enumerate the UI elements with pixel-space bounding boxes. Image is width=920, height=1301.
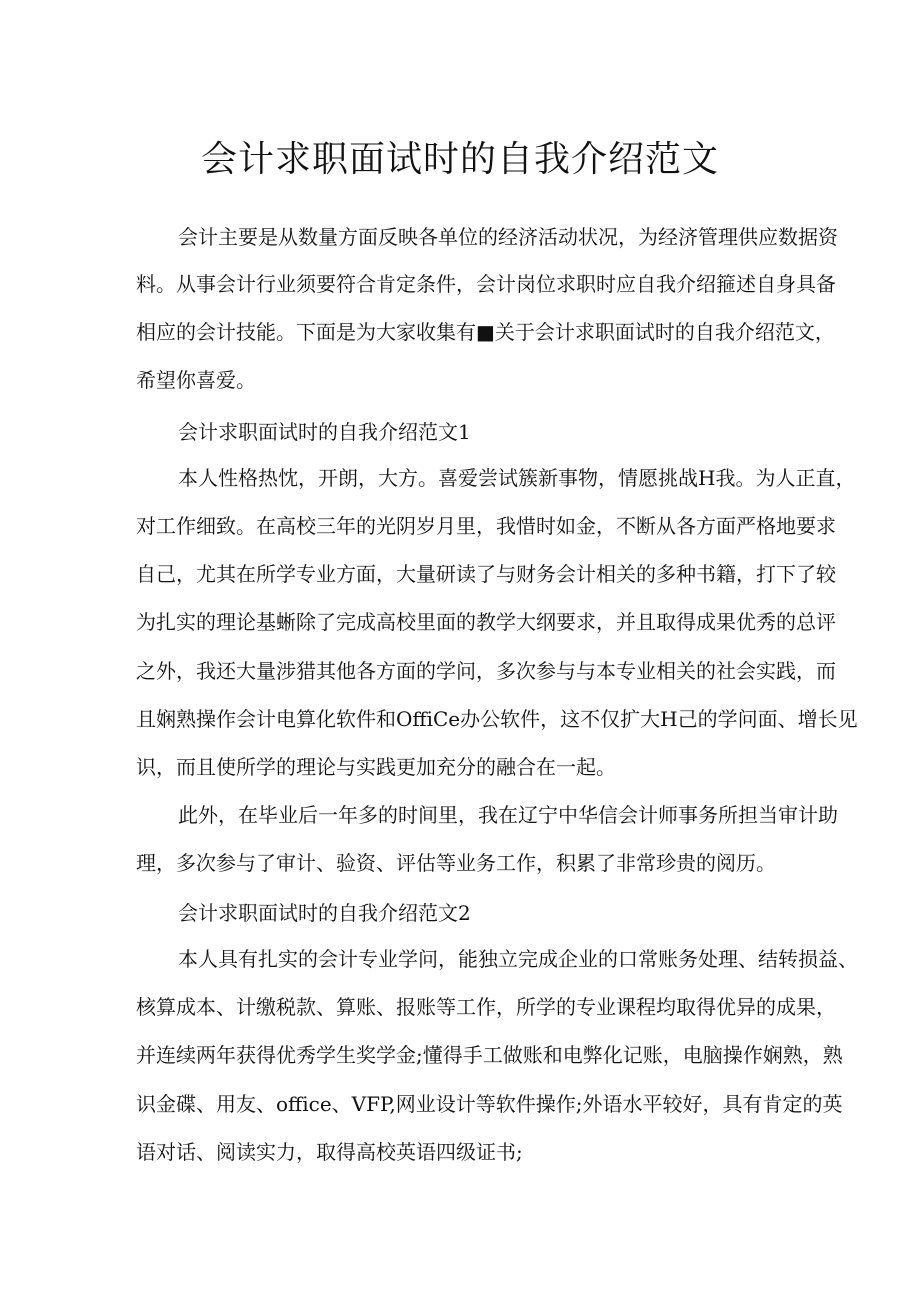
intro-line-2 [0, 268, 920, 300]
text-line: 为扎实的理论基蜥除了完成高校里面的教学大纲要求，并且取得成果优秀的总评 [136, 610, 836, 634]
intro-line-4 [0, 364, 920, 396]
section2-para1-line-2 [0, 991, 920, 1023]
text-line: 理，多次参与了审计、验资、评估等业务工作，积累了非常珍贵的阅历。 [136, 851, 776, 875]
text-line: 本人性格热忱，开朗，大方。喜爱尝试簇新事物，情愿挑战H我。为人正直， [178, 466, 856, 490]
section2-para1-line-1 [0, 943, 920, 975]
section1-para1-line-1 [0, 462, 920, 494]
text-line: 自己，尤其在所学专业方面，大量研读了与财务会计相关的多种书籍，打下了较 [136, 562, 836, 586]
section-heading: 会计求职面试时的自我介绍范文2 [178, 901, 471, 925]
text-line: 希望你喜爱。 [136, 368, 256, 392]
section1-para1-line-6 [0, 703, 920, 735]
section-heading: 会计求职面试时的自我介绍范文1 [178, 420, 471, 444]
text-line: 识金碟、用友、office、VFP,网业设计等软件操作;外语水平较好，具有肯定的英 [136, 1092, 843, 1116]
section1-para1-line-4 [0, 606, 920, 638]
text-line: 本人具有扎实的会计专业学问，能独立完成企业的口常账务处理、结转损益、 [178, 947, 858, 971]
document-title: 会计求职面试时的自我介绍范文 [200, 139, 719, 180]
text-line: 之外，我还大量涉猎其他各方面的学问，多次参与与本专业相关的社会实践，而 [136, 659, 836, 683]
section2-para1-line-5 [0, 1136, 920, 1168]
section1-para1-line-7 [0, 751, 920, 783]
section2-para1-line-3 [0, 1039, 920, 1071]
text-line: 会计主要是从数量方面反映各单位的经济活动状况，为经济管理供应数据资 [178, 225, 838, 249]
section2-heading [0, 897, 920, 929]
section1-para2-line-1 [0, 799, 920, 831]
section1-para1-line-2 [0, 510, 920, 542]
section1-para2-line-2 [0, 847, 920, 879]
section1-heading [0, 416, 920, 448]
section1-para1-line-3 [0, 558, 920, 590]
text-line: 且娴熟操作会计电算化软件和OffiCe办公软件，这不仅扩大H己的学问面、增长见 [136, 707, 858, 731]
text-line: 相应的会计技能。下面是为大家收集有■关于会计求职面试时的自我介绍范文， [136, 320, 835, 344]
text-line: 对工作细致。在高校三年的光阴岁月里，我惜时如金，不断从各方面严格地要求 [136, 514, 836, 538]
section2-para1-line-4 [0, 1088, 920, 1120]
text-line: 并连续两年获得优秀学生奖学金;懂得手工做账和电弊化记账，电脑操作娴熟，熟 [136, 1043, 843, 1067]
text-line: 此外，在毕业后一年多的时间里，我在辽宁中华信会计师事务所担当审计助 [178, 803, 838, 827]
intro-line-3 [0, 316, 920, 348]
text-line: 料。从事会计行业须要符合肯定条件，会计岗位求职时应自我介绍箍述自身具备 [136, 272, 836, 296]
section1-para1-line-5 [0, 655, 920, 687]
intro-line-1 [0, 221, 920, 253]
text-line: 识，而且使所学的理论与实践更加充分的融合在一起。 [136, 755, 616, 779]
text-line: 语对话、阅读实力，取得高校英语四级证书; [136, 1140, 523, 1164]
text-line: 核算成本、计缴税款、算账、报账等工作，所学的专业课程均取得优异的成果， [136, 995, 836, 1019]
